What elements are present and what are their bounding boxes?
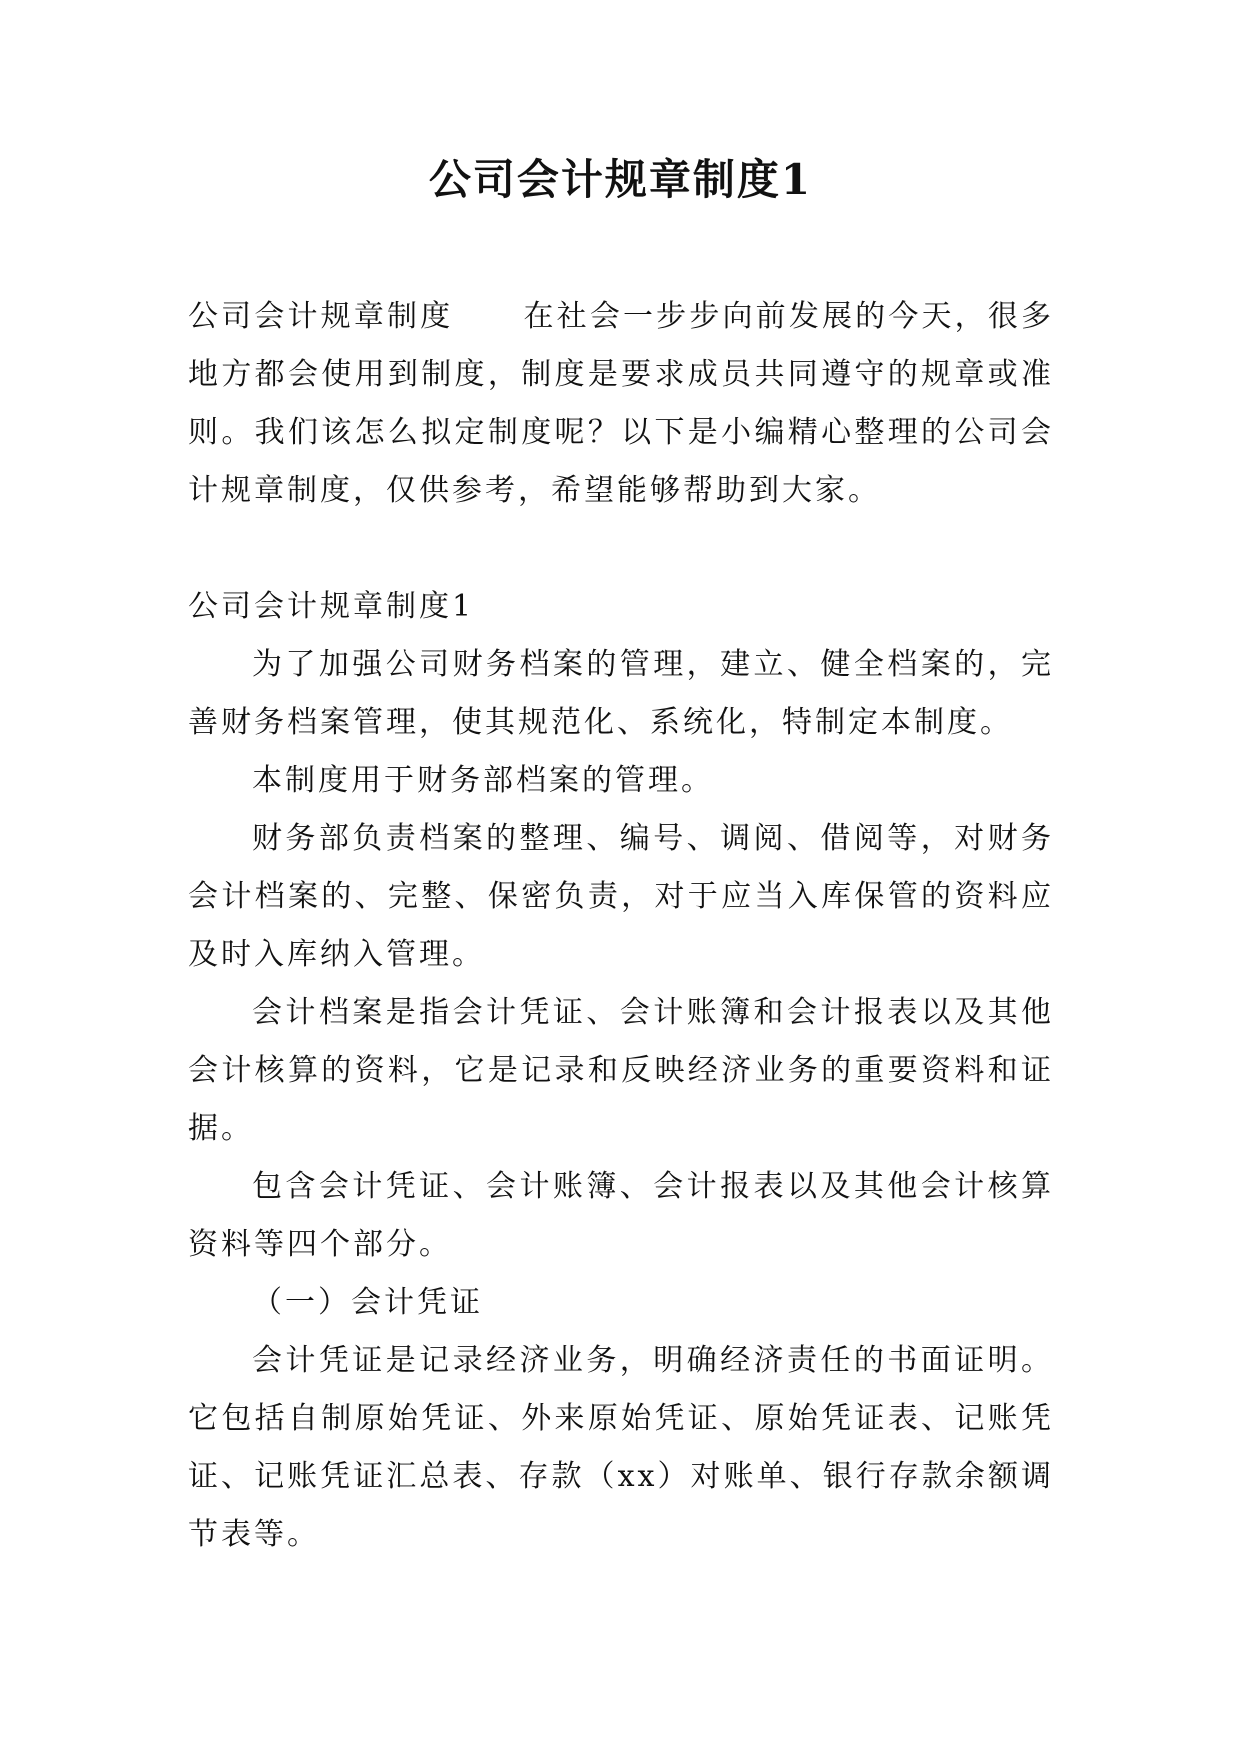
intro-paragraph — [188, 288, 1054, 520]
subheading-accounting-vouchers: （一）会计凭证 — [252, 1285, 483, 1320]
paragraph-5: 包含会计凭证、会计账簿、会计报表以及其他会计核算资料等四个部分。 — [188, 1169, 1054, 1262]
paragraph-2: 本制度用于财务部档案的管理。 — [252, 763, 714, 798]
intro-text: 在社会一步步向前发展的今天，很多地方都会使用到制度，制度是要求成员共同遵守的规章或准则。我们该怎么拟定制度呢？以下是小编精心整理的公司会计规章制度，仅供参考，希望能够帮助到大家。 — [188, 299, 1055, 508]
paragraph-4: 会计档案是指会计凭证、会计账簿和会计报表以及其他会计核算的资料，它是记录和反映经济业务的重要资料和证据。 — [188, 995, 1054, 1146]
section-heading: 公司会计规章制度1 — [188, 589, 475, 624]
paragraph-6: 会计凭证是记录经济业务，明确经济责任的书面证明。它包括自制原始凭证、外来原始凭证、原始凭证表、记账凭证、记账凭证汇总表、存款（xx）对账单、银行存款余额调节表等。 — [188, 1343, 1054, 1552]
paragraph-1: 为了加强公司财务档案的管理，建立、健全档案的，完善财务档案管理，使其规范化、系统化，特制定本制度。 — [188, 647, 1054, 740]
intro-lead: 公司会计规章制度 — [188, 299, 454, 334]
paragraph-3: 财务部负责档案的整理、编号、调阅、借阅等，对财务会计档案的、完整、保密负责，对于应当入库保管的资料应及时入库纳入管理。 — [188, 821, 1054, 972]
document-title: 公司会计规章制度1 — [428, 155, 813, 204]
document-body — [188, 288, 1054, 1564]
